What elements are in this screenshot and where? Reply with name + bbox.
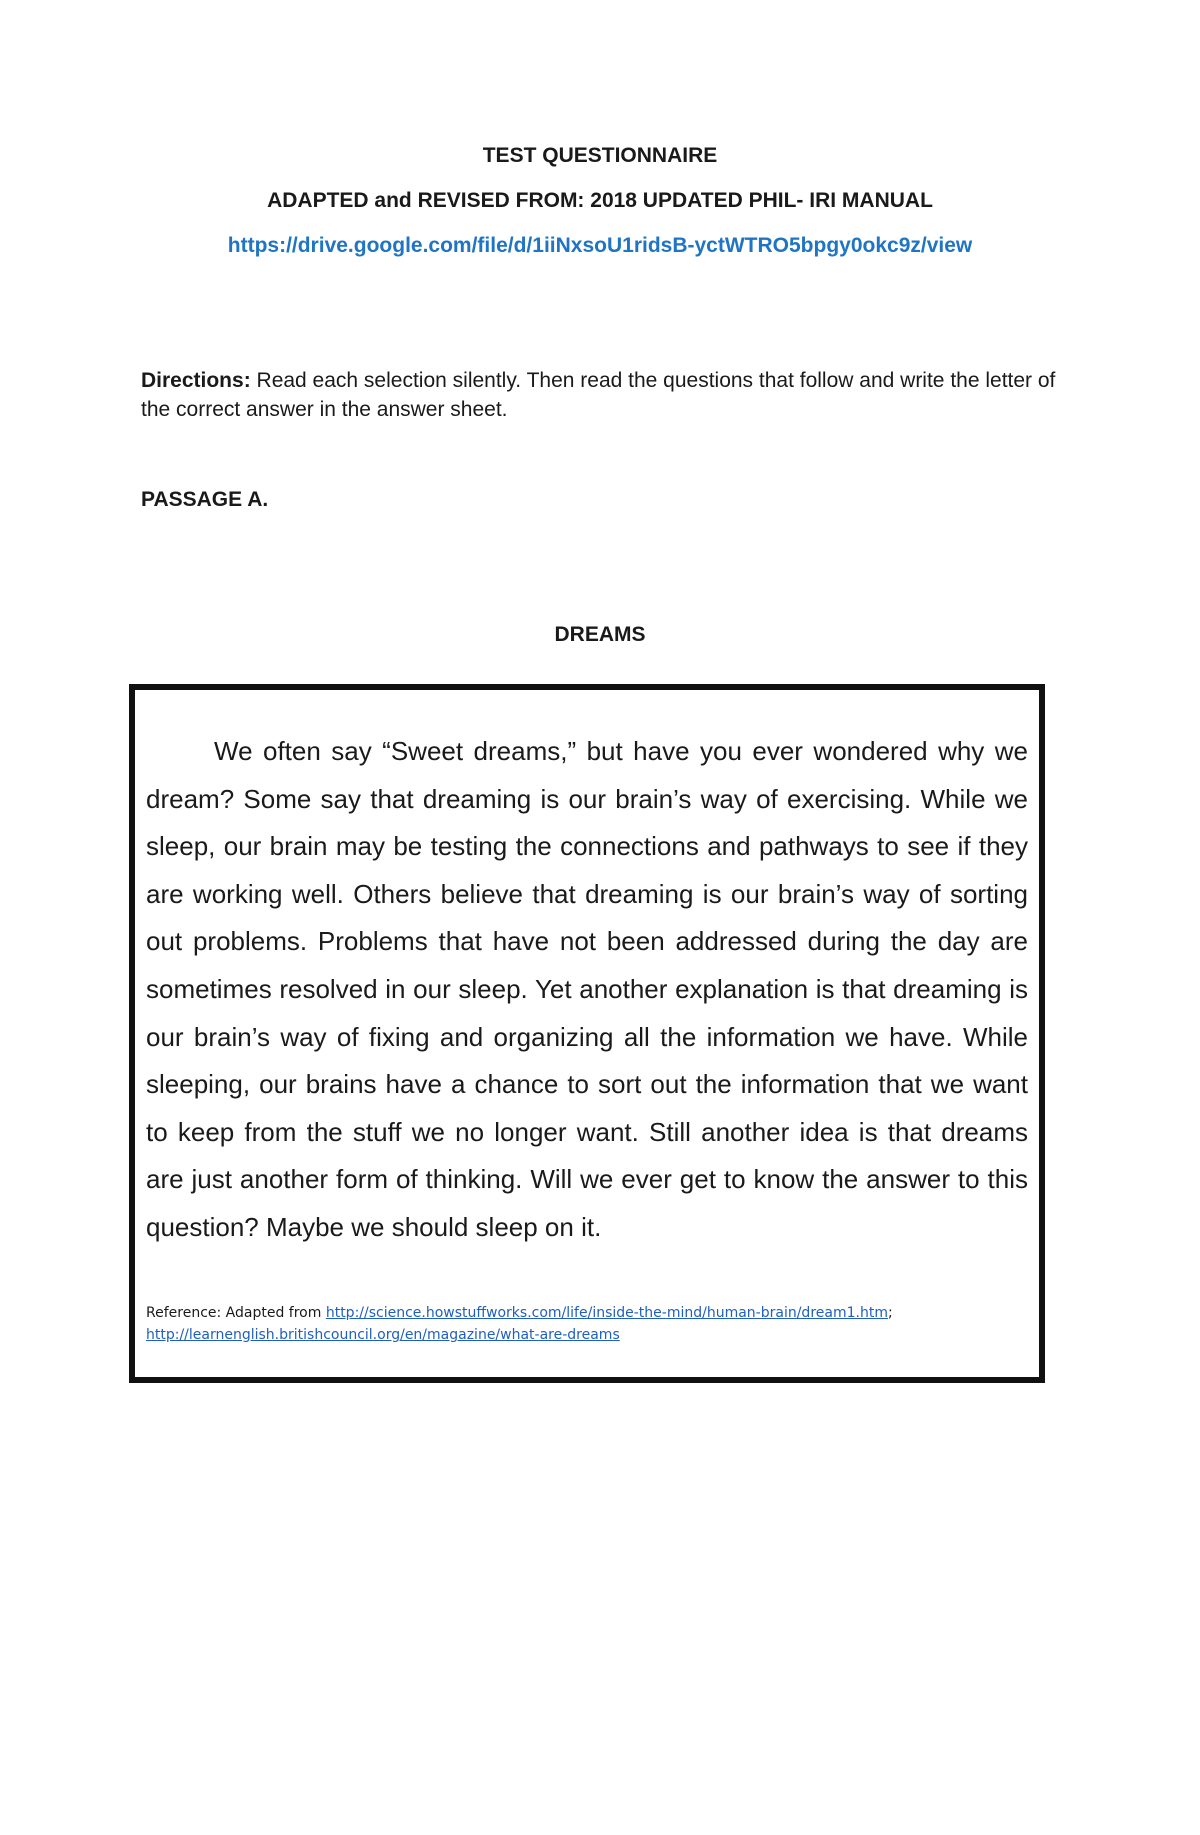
- reference-prefix: Reference: Adapted from: [146, 1305, 326, 1321]
- passage-title: DREAMS: [554, 623, 646, 646]
- reference-note: [146, 1302, 1028, 1346]
- source-link[interactable]: https://drive.google.com/file/d/1iiNxsoU1ridsB-yctWTRO5bpgy0okc9z/view: [227, 234, 973, 257]
- document-title: TEST QUESTIONNAIRE: [482, 144, 718, 167]
- reference-link-howstuffworks[interactable]: http://science.howstuffworks.com/life/inside-the-mind/human-brain/dream1.htm: [325, 1305, 888, 1321]
- passage-body: We often say “Sweet dreams,” but have you ever wondered why we dream? Some say that dreaming is our brain’s way of exercising. While we sleep, our brain may be testing the connections and pathways to see if they are working well. Others believe that dreaming is our brain’s way of sorting out problems. Problems that have not been addressed during the day are sometimes resolved in our sleep. Yet another explanation is that dreaming is our brain’s way of fixing and organizing all the information we have. While sleeping, our brains have a chance to sort out the information that we want to keep from the stuff we no longer want. Still another idea is that dreams are just another form of thinking. Will we ever get to know the answer to this question? Maybe we should sleep on it.: [146, 736, 1028, 1242]
- passage-label: PASSAGE A.: [141, 488, 269, 511]
- document-subtitle: ADAPTED and REVISED FROM: 2018 UPDATED PHIL- IRI MANUAL: [267, 189, 933, 212]
- directions-label: Directions:: [141, 369, 251, 392]
- reference-separator: ;: [887, 1305, 893, 1321]
- directions-paragraph: [141, 366, 1061, 424]
- reference-link-britishcouncil[interactable]: http://learnenglish.britishcouncil.org/en/magazine/what-are-dreams: [146, 1327, 620, 1343]
- directions-text: Read each selection silently. Then read the questions that follow and write the letter of the correct answer in the answer sheet.: [141, 369, 1056, 421]
